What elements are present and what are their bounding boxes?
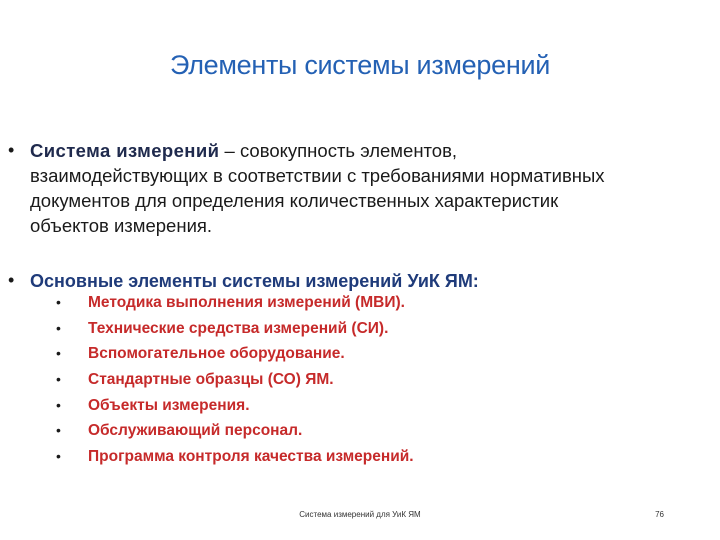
bullet-line [0, 188, 720, 213]
list-item [0, 367, 720, 393]
main-elements-heading: Основные элементы системы измерений УиК ЯМ: [30, 271, 479, 291]
list-item [0, 418, 720, 444]
list-item [0, 341, 720, 367]
page-number: 76 [655, 510, 664, 519]
definition-line: взаимодействующих в соответствии с требованиями нормативных [30, 165, 605, 186]
footer-caption: Система измерений для УиК ЯМ [299, 510, 421, 519]
list-item-text: Вспомогательное оборудование. [88, 345, 345, 363]
list-item-text: Объекты измерения. [88, 396, 250, 414]
list-item-text: Методика выполнения измерений (МВИ). [88, 294, 405, 311]
list-item [0, 444, 720, 470]
bullet-dot: • [56, 345, 61, 362]
bullet-line [0, 213, 720, 238]
bullet-dot: • [56, 396, 61, 413]
definition-line: объектов измерения. [30, 215, 213, 236]
definition-line: – совокупность элементов, [219, 140, 458, 161]
definition-line: документов для определения количественных характеристик [30, 190, 559, 211]
bullet-dot: • [56, 294, 61, 310]
bullet-dot: • [56, 371, 61, 388]
bullet-dot: • [56, 448, 61, 465]
bullet-dot: • [8, 270, 15, 290]
bullet-dot: • [56, 422, 61, 439]
bullet-definition [0, 138, 720, 238]
sub-item-list [0, 290, 720, 470]
list-item-text: Обслуживающий персонал. [88, 422, 303, 440]
list-item-text: Программа контроля качества измерений. [88, 448, 414, 466]
list-item [0, 393, 720, 419]
bullet-line [0, 163, 720, 188]
bullet-dot: • [8, 140, 15, 160]
list-item-text: Стандартные образцы (СО) ЯМ. [88, 371, 334, 389]
list-item [0, 290, 720, 316]
list-item-text: Технические средства измерений (СИ). [88, 319, 389, 337]
slide-title: Элементы системы измерений [169, 50, 551, 80]
list-item [0, 316, 720, 342]
bullet-line [0, 138, 720, 163]
term-system-of-measurements: Система измерений [30, 140, 220, 161]
bullet-dot: • [56, 319, 61, 336]
